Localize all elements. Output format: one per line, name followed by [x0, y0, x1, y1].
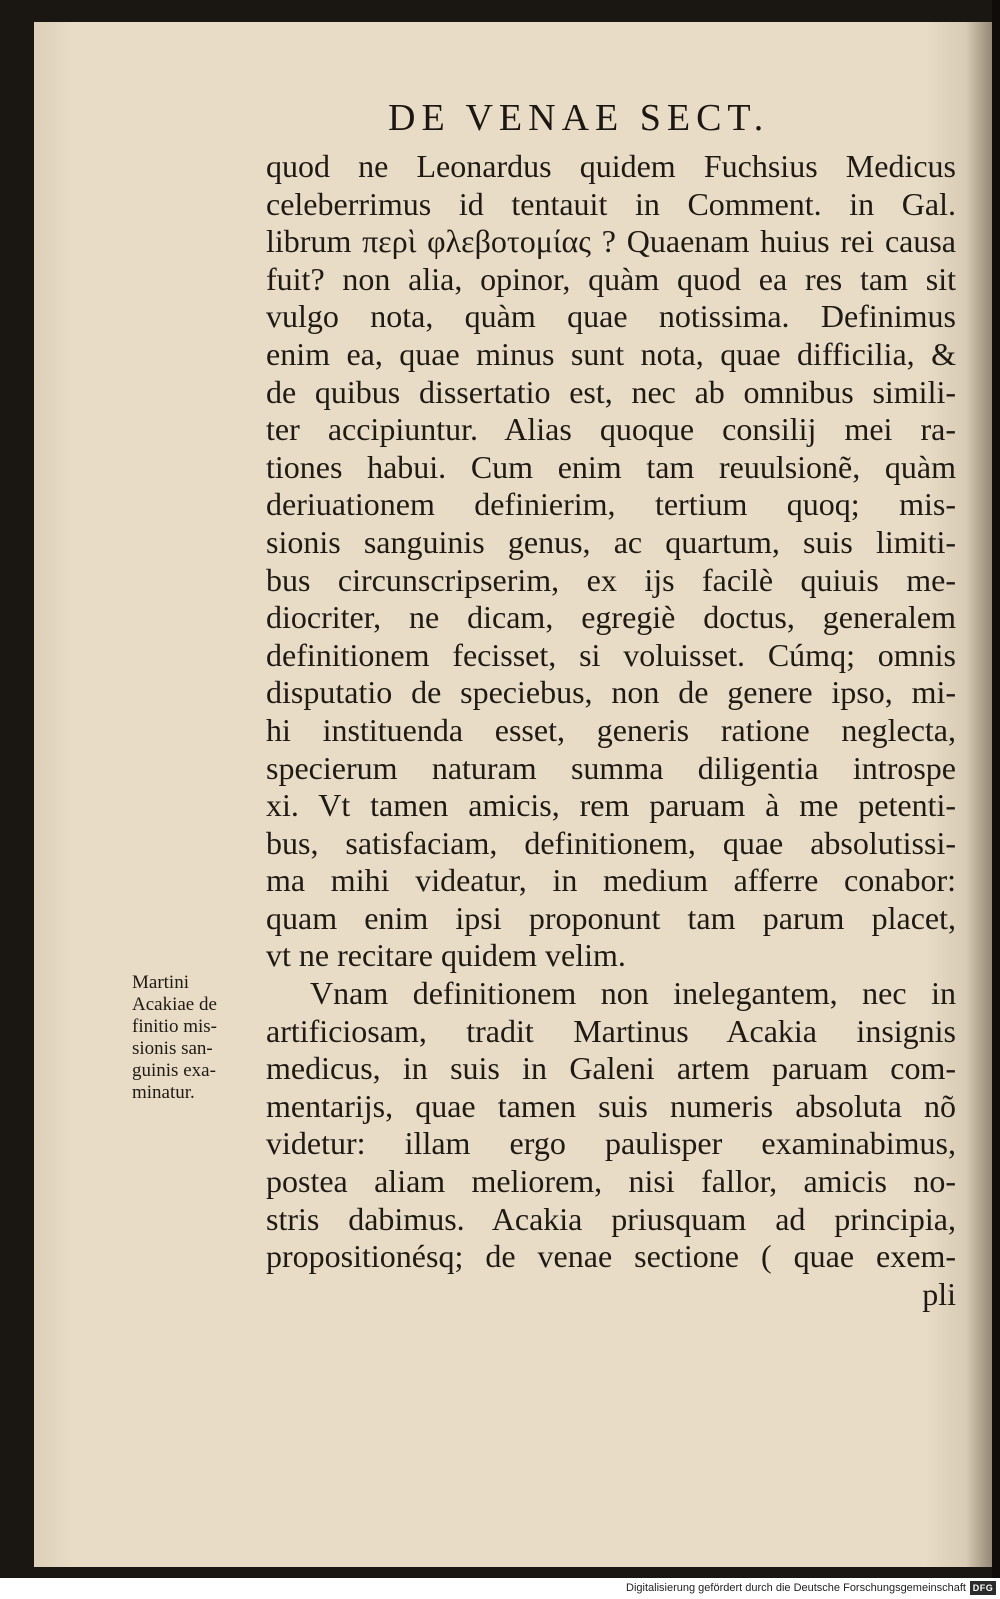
text-line: deriuationem definierim, tertium quoq; mis- — [266, 486, 956, 523]
text-line: Vnam definitionem non inelegantem, nec in — [310, 975, 956, 1012]
text-line: ter accipiuntur. Alias quoque consilij mei ra- — [266, 411, 956, 448]
text-line: ma mihi videatur, in medium afferre conabor: — [266, 862, 956, 899]
text-line: enim ea, quae minus sunt nota, quae difficilia, & — [266, 335, 956, 372]
text-line: de quibus dissertatio est, nec ab omnibus simili- — [266, 373, 956, 410]
text-line: specierum naturam summa diligentia introspe — [266, 749, 956, 786]
text-line: disputatio de speciebus, non de genere ipso, mi- — [266, 674, 956, 711]
text-line: artificiosam, tradit Martinus Acakia insignis — [266, 1012, 956, 1049]
main-text-block — [266, 148, 956, 1313]
text-line: propositionésq; de venae sectione ( quae exem- — [266, 1238, 956, 1275]
funding-credit: Digitalisierung gefördert durch die Deutsche Forschungsgemeinschaft — [626, 1582, 966, 1594]
text-line: definitionem fecisset, si voluisset. Cúmq; omnis — [266, 636, 956, 673]
text-line: bus, satisfaciam, definitionem, quae absolutissi- — [266, 824, 956, 861]
text-line: xi. Vt tamen amicis, rem paruam à me petenti- — [266, 787, 956, 824]
text-line: quam enim ipsi proponunt tam parum placet, — [266, 899, 956, 936]
running-head: DE VENAE SECT. — [388, 97, 770, 139]
margin-note-line: Acakiae de — [132, 994, 217, 1015]
margin-note — [132, 972, 260, 1104]
text-line: diocriter, ne dicam, egregiè doctus, generalem — [266, 599, 956, 636]
text-line: mentarijs, quae tamen suis numeris absoluta nõ — [266, 1087, 956, 1124]
text-line: videtur: illam ergo paulisper examinabimus, — [266, 1125, 956, 1162]
text-line: fuit? non alia, opinor, quàm quod ea res tam sit — [266, 260, 956, 297]
text-line: medicus, in suis in Galeni artem paruam com- — [266, 1050, 956, 1087]
text-line: vulgo nota, quàm quae notissima. Definimus — [266, 298, 956, 335]
margin-note-line: guinis exa- — [132, 1060, 216, 1081]
text-line: hi instituenda esset, generis ratione neglecta, — [266, 711, 956, 748]
dfg-logo-icon: DFG — [970, 1581, 996, 1595]
text-line: bus circunscripserim, ex ijs facilè quiuis me- — [266, 561, 956, 598]
margin-note-line: finitio mis- — [132, 1016, 217, 1037]
text-line: tiones habui. Cum enim tam reuulsionẽ, quàm — [266, 448, 956, 485]
catchword: pli — [922, 1275, 956, 1312]
text-line: quod ne Leonardus quidem Fuchsius Medicus — [266, 148, 956, 184]
binding-shadow — [966, 22, 992, 1567]
text-line: sionis sanguinis genus, ac quartum, suis limiti- — [266, 523, 956, 560]
page-edge — [992, 0, 1000, 1578]
text-line: librum περὶ φλεβοτομίας ? Quaenam huius rei causa — [266, 223, 956, 260]
margin-note-line: sionis san- — [132, 1038, 213, 1059]
margin-note-line: Martini — [132, 972, 189, 993]
margin-note-line: minatur. — [132, 1082, 195, 1103]
text-line: celeberrimus id tentauit in Comment. in Gal. — [266, 185, 956, 222]
text-line: postea aliam meliorem, nisi fallor, amicis no- — [266, 1163, 956, 1200]
text-line: vt ne recitare quidem velim. — [266, 937, 626, 974]
text-line: stris dabimus. Acakia priusquam ad principia, — [266, 1200, 956, 1237]
